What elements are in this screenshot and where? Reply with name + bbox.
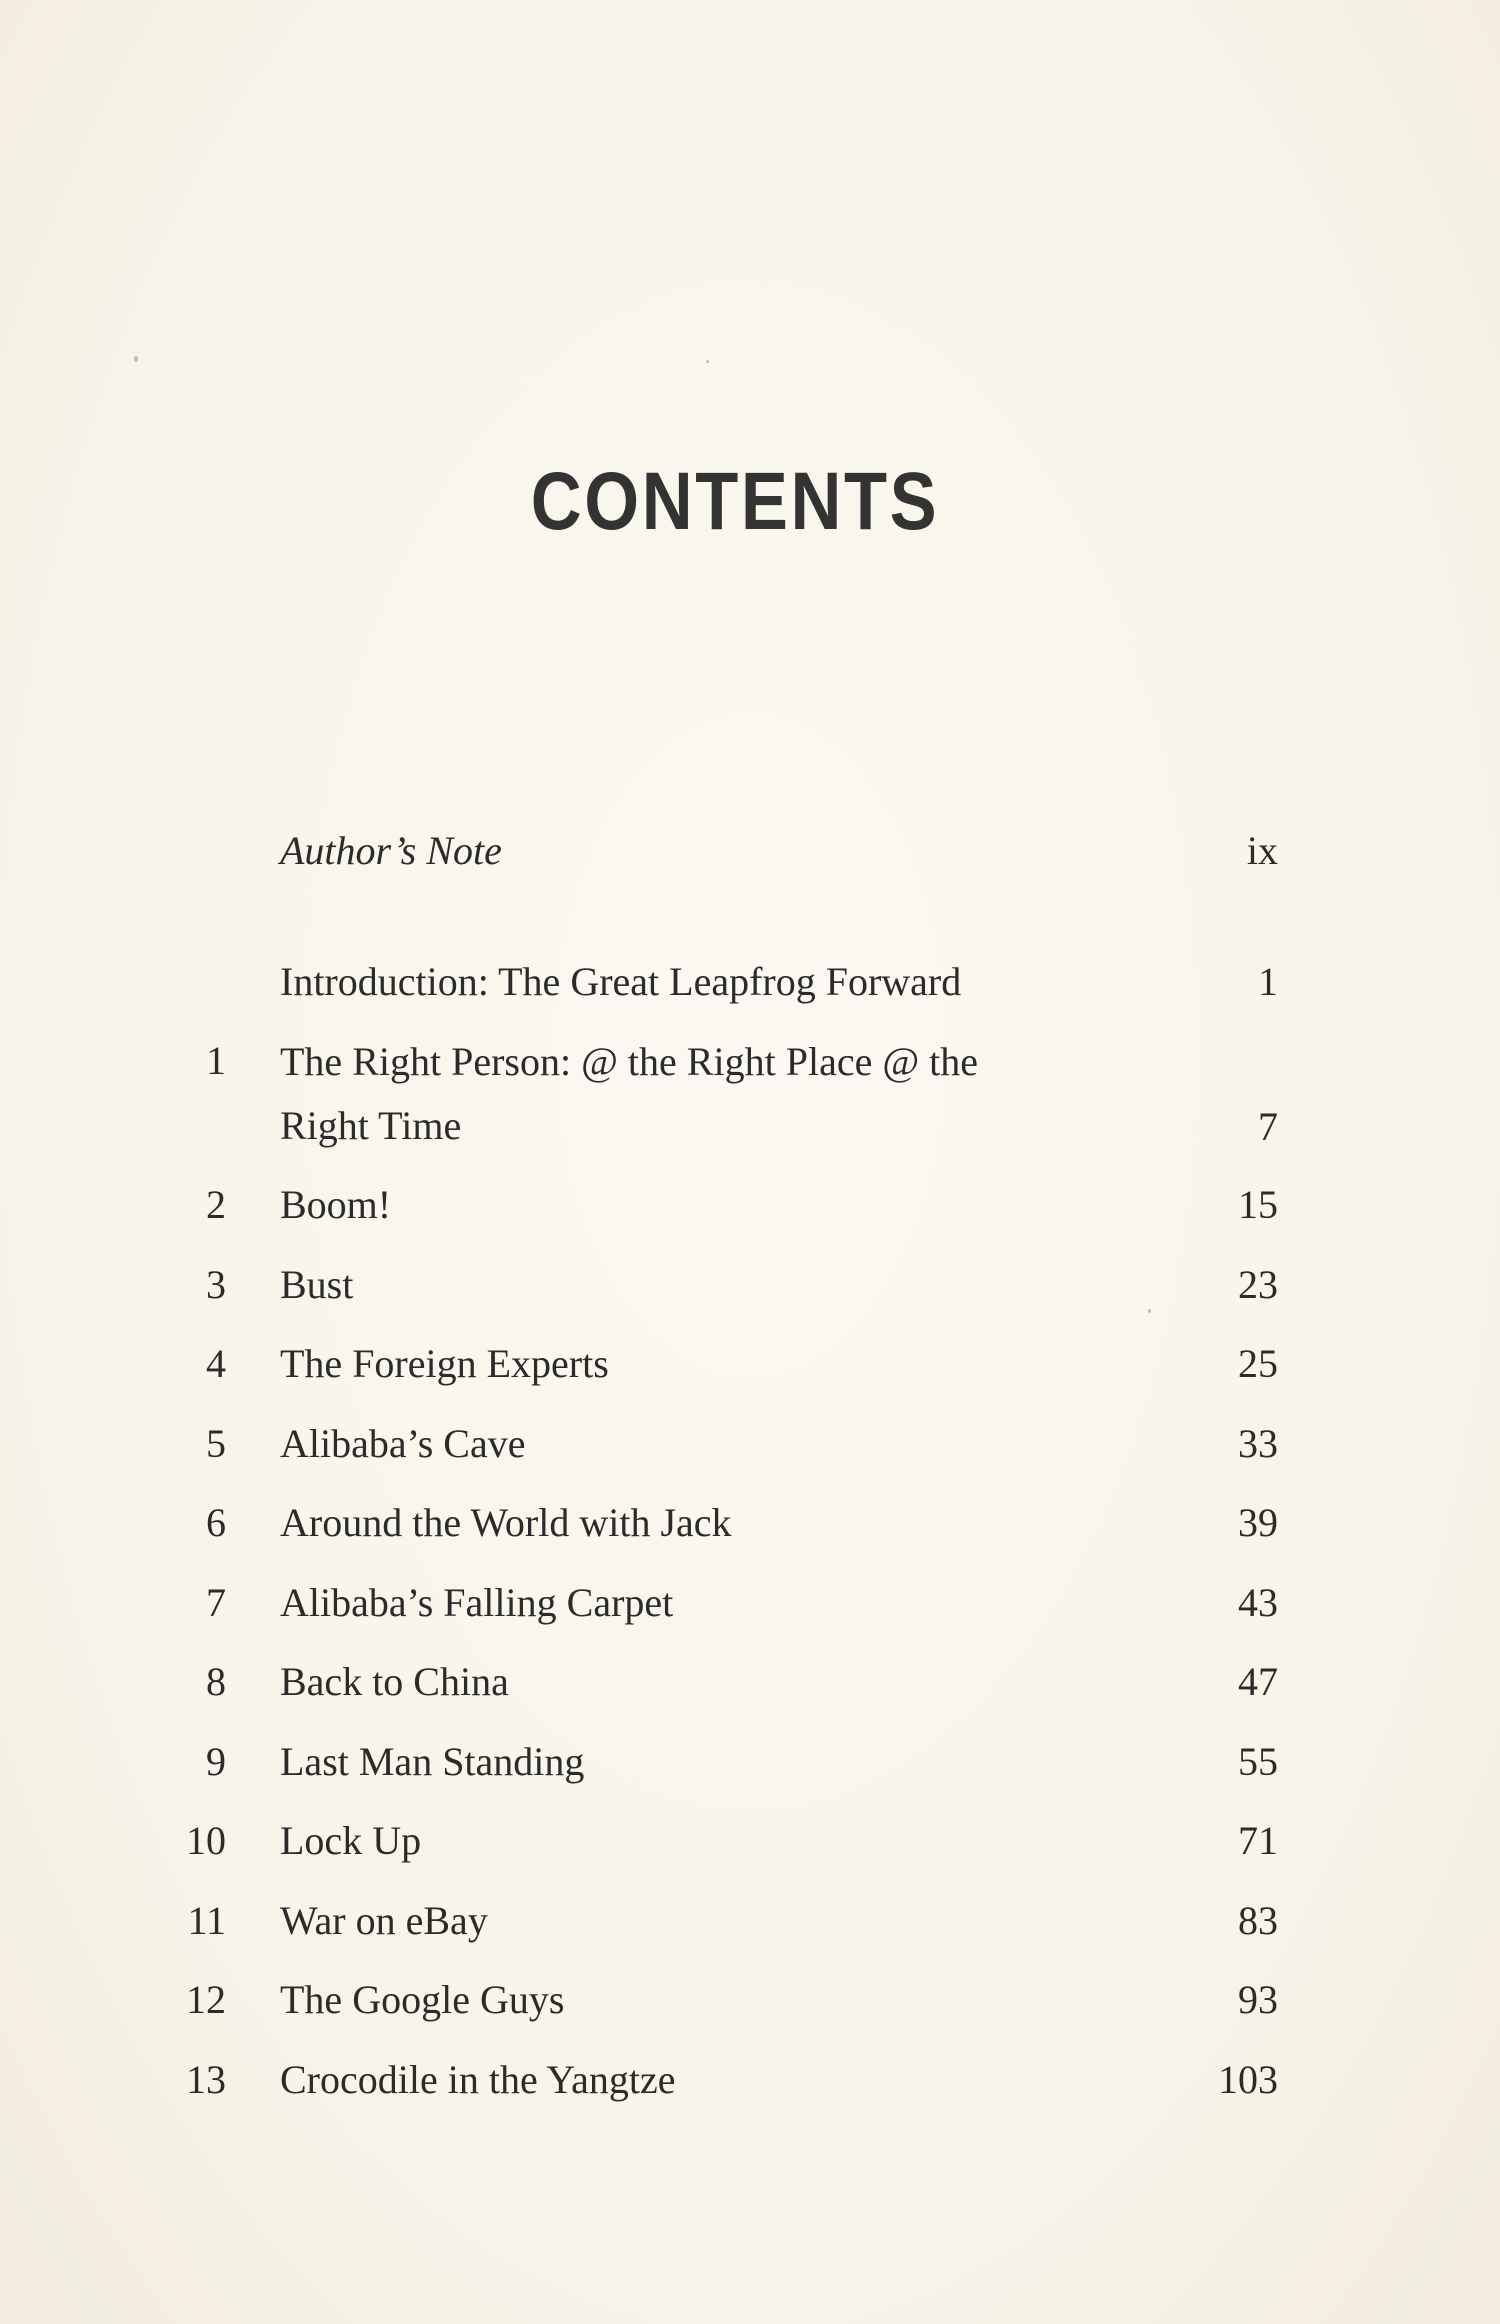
toc-entry-chapter-12[interactable] <box>0 1969 1500 2031</box>
toc-entry-number: 5 <box>206 1421 226 1466</box>
toc-entry-label: Last Man Standing <box>280 1739 585 1784</box>
toc-entry-chapter-2[interactable] <box>0 1174 1500 1236</box>
paper-speck <box>706 360 709 363</box>
toc-entry-number: 11 <box>187 1898 226 1943</box>
toc-entry-label: Crocodile in the Yangtze <box>280 2057 676 2102</box>
toc-entry-page: 103 <box>1218 2057 1278 2102</box>
toc-entry-label: Alibaba’s Cave <box>280 1421 526 1466</box>
toc-entry-page: 83 <box>1238 1898 1278 1943</box>
toc-entry-label: Back to China <box>280 1659 509 1704</box>
toc-entry-chapter-13[interactable] <box>0 2049 1500 2111</box>
toc-entry-chapter-11[interactable] <box>0 1890 1500 1952</box>
toc-entry-page: 1 <box>1258 959 1278 1004</box>
toc-entry-chapter-3[interactable] <box>0 1254 1500 1316</box>
toc-entry-page: 71 <box>1238 1818 1278 1863</box>
toc-entry-number: 2 <box>206 1182 226 1227</box>
toc-entry-chapter-10[interactable] <box>0 1810 1500 1872</box>
toc-entry-authors-note[interactable] <box>0 820 1500 882</box>
toc-entry-label: The Foreign Experts <box>280 1341 609 1386</box>
paper-speck <box>134 356 138 362</box>
toc-entry-chapter-7[interactable] <box>0 1572 1500 1634</box>
toc-entry-number: 1 <box>206 1038 226 1083</box>
toc-entry-number: 12 <box>186 1977 226 2022</box>
toc-entry-label: Introduction: The Great Leapfrog Forward <box>280 959 962 1004</box>
toc-entry-number: 4 <box>206 1341 226 1386</box>
toc-entry-page: 33 <box>1238 1421 1278 1466</box>
toc-entry-label: Around the World with Jack <box>280 1500 732 1545</box>
toc-entry-page: ix <box>1246 828 1278 873</box>
toc-entry-page: 55 <box>1238 1739 1278 1784</box>
toc-entry-label: Lock Up <box>280 1818 422 1863</box>
toc-entry-page: 47 <box>1238 1659 1278 1704</box>
toc-entry-chapter-8[interactable] <box>0 1651 1500 1713</box>
toc-entry-chapter-1[interactable] <box>0 1030 1500 1158</box>
toc-entry-label: Boom! <box>280 1182 392 1227</box>
toc-entry-number: 7 <box>206 1580 226 1625</box>
toc-entry-introduction[interactable] <box>0 951 1500 1013</box>
toc-entry-label: Bust <box>280 1262 354 1307</box>
toc-entry-chapter-9[interactable] <box>0 1731 1500 1793</box>
toc-entry-number: 8 <box>206 1659 226 1704</box>
page-title: CONTENTS <box>530 456 940 547</box>
toc-entry-page: 93 <box>1238 1977 1278 2022</box>
toc-entry-number: 13 <box>186 2057 226 2102</box>
toc-entry-chapter-4[interactable] <box>0 1333 1500 1395</box>
toc-entry-label: Alibaba’s Falling Carpet <box>280 1580 674 1625</box>
toc-entry-chapter-5[interactable] <box>0 1413 1500 1475</box>
toc-entry-page: 23 <box>1238 1262 1278 1307</box>
toc-entry-number: 6 <box>206 1500 226 1545</box>
toc-entry-page: 15 <box>1238 1182 1278 1227</box>
toc-entry-number: 3 <box>206 1262 226 1307</box>
toc-entry-label: The Google Guys <box>280 1977 565 2022</box>
toc-entry-label: War on eBay <box>280 1898 488 1943</box>
toc-entry-label: The Right Person: @ the Right Place @ the Right Time <box>280 1039 979 1148</box>
toc-entry-page: 7 <box>1258 1104 1278 1149</box>
toc-entry-chapter-6[interactable] <box>0 1492 1500 1554</box>
toc-entry-page: 25 <box>1238 1341 1278 1386</box>
toc-entry-page: 43 <box>1238 1580 1278 1625</box>
toc-entry-number: 9 <box>206 1739 226 1784</box>
toc-entry-page: 39 <box>1238 1500 1278 1545</box>
toc-entry-number: 10 <box>186 1818 226 1863</box>
toc-entry-label: Author’s Note <box>280 828 502 873</box>
